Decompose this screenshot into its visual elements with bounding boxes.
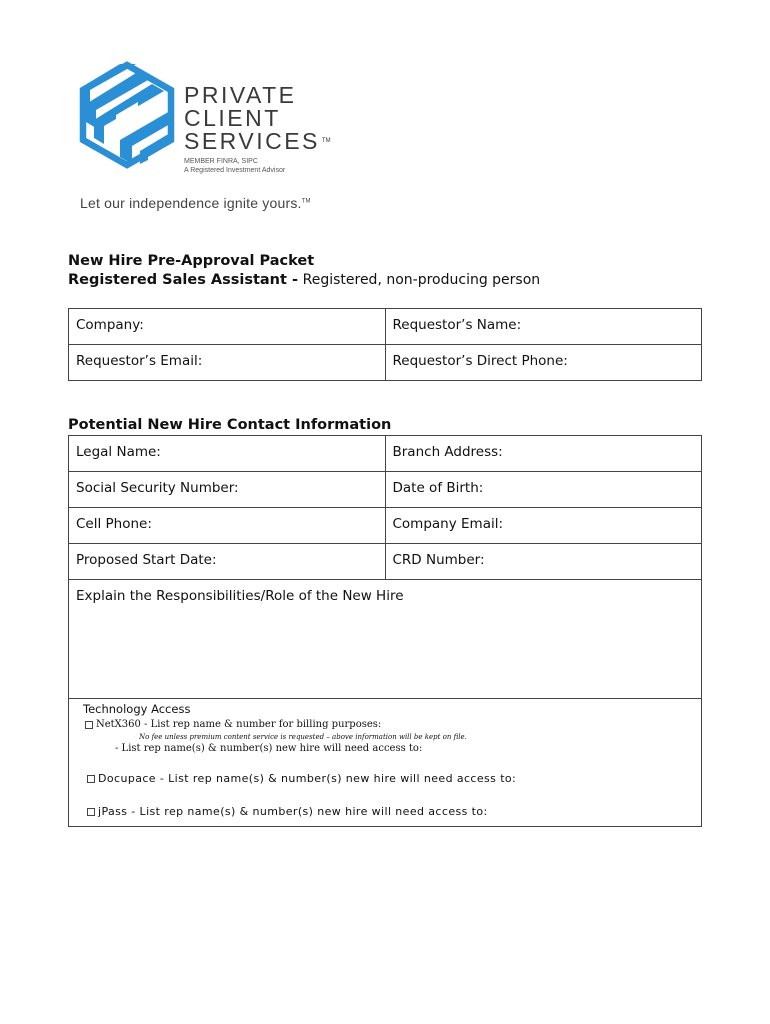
brand-member: MEMBER FINRA, SIPC [184, 158, 258, 165]
brand-tm: TM [321, 138, 331, 144]
page-heading [68, 252, 540, 290]
branch-address-field[interactable] [385, 436, 702, 472]
jpass-checkbox-icon[interactable] [87, 808, 95, 816]
requestor-phone-label: Requestor’s Direct Phone: [392, 353, 568, 369]
page-title: New Hire Pre-Approval Packet [68, 253, 315, 269]
requestor-email-label: Requestor’s Email: [76, 353, 203, 369]
dob-label: Date of Birth: [392, 480, 484, 496]
responsibilities-field[interactable] [69, 580, 702, 699]
legal-name-label: Legal Name: [76, 444, 161, 460]
netx-checkbox-icon[interactable] [85, 721, 93, 729]
requestor-table [68, 308, 702, 381]
tagline [80, 195, 311, 211]
requestor-email-field[interactable] [69, 345, 386, 381]
start-date-label: Proposed Start Date: [76, 552, 217, 568]
subtitle-normal: Registered, non-producing person [302, 272, 541, 288]
company-field[interactable] [69, 309, 386, 345]
start-date-field[interactable] [69, 544, 386, 580]
company-logo [76, 60, 376, 220]
company-email-field[interactable] [385, 508, 702, 544]
ssn-label: Social Security Number: [76, 480, 239, 496]
tagline-tm: TM [301, 198, 311, 205]
jpass-option[interactable] [87, 805, 687, 818]
responsibilities-label: Explain the Responsibilities/Role of the New Hire [76, 588, 404, 604]
legal-name-field[interactable] [69, 436, 386, 472]
company-email-label: Company Email: [392, 516, 504, 532]
brand-line-1: PRIVATE [184, 82, 297, 108]
brand-line-3: SERVICES [184, 128, 320, 154]
netx-sub: - List rep name(s) & number(s) new hire will need access to: [115, 743, 423, 754]
requestor-name-label: Requestor’s Name: [392, 317, 522, 333]
technology-access-title: Technology Access [83, 702, 191, 716]
crd-number-label: CRD Number: [392, 552, 485, 568]
netx-label: NetX360 - List rep name & number for billing purposes: [96, 719, 382, 730]
docupace-option[interactable] [87, 772, 687, 785]
contact-table [68, 435, 702, 827]
private-client-services-logo-icon [76, 60, 178, 172]
netx-note: No fee unless premium content service is requested – above information will be kept on file. [139, 733, 467, 741]
requestor-phone-field[interactable] [385, 345, 702, 381]
brand-advisor: A Registered Investment Advisor [184, 167, 286, 174]
subtitle-bold: Registered Sales Assistant - [68, 272, 298, 288]
crd-number-field[interactable] [385, 544, 702, 580]
branch-address-label: Branch Address: [392, 444, 503, 460]
dob-field[interactable] [385, 472, 702, 508]
brand-line-2: CLIENT [184, 105, 281, 131]
docupace-label: Docupace - List rep name(s) & number(s) new hire will need access to: [98, 772, 517, 785]
cell-phone-field[interactable] [69, 508, 386, 544]
technology-access-section [69, 699, 702, 827]
jpass-label: jPass - List rep name(s) & number(s) new hire will need access to: [98, 805, 488, 818]
cell-phone-label: Cell Phone: [76, 516, 152, 532]
netx-option[interactable] [85, 719, 687, 730]
tagline-text: Let our independence ignite yours. [80, 195, 302, 211]
ssn-field[interactable] [69, 472, 386, 508]
contact-section-title: Potential New Hire Contact Information [68, 417, 392, 433]
docupace-checkbox-icon[interactable] [87, 775, 95, 783]
brand-name [184, 84, 331, 175]
company-label: Company: [76, 317, 144, 333]
requestor-name-field[interactable] [385, 309, 702, 345]
